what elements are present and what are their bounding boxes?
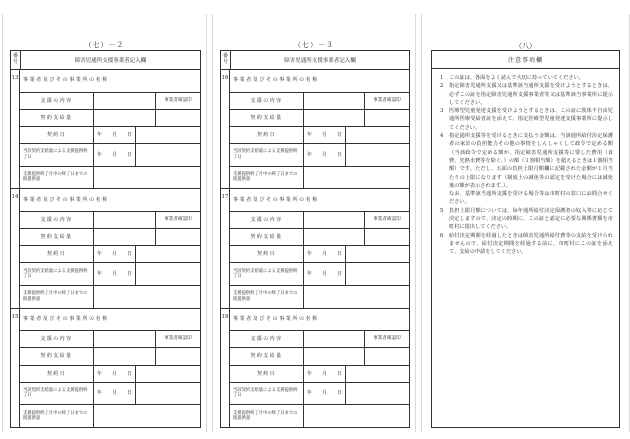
provider-name-label: 事業者及びその事業所の名称 <box>23 77 109 84</box>
provider-entry-form <box>220 50 410 428</box>
support-content-label: 支援の内容 <box>20 93 94 109</box>
contract-date-field[interactable]: 年 月 日 <box>94 246 136 262</box>
provided-amount-value[interactable] <box>304 405 409 427</box>
note-number: 2 <box>440 83 444 90</box>
entry-block <box>221 309 409 427</box>
provider-name-label: 事業者及びその事業所の名称 <box>233 316 319 322</box>
contract-quantity-label: 契約支給量 <box>20 348 94 364</box>
provided-amount-label: 支援提供終了月中の終了日までの既提供量 <box>20 167 94 189</box>
seal-box[interactable] <box>346 263 390 285</box>
entry-number: 13 <box>11 70 20 188</box>
seal-label: 事業者確認印 <box>373 336 401 342</box>
end-date-label: 当該契約支給量による支援提供終了日 <box>230 263 304 285</box>
blank-cell <box>136 127 200 143</box>
seal-label: 事業者確認印 <box>164 336 192 342</box>
contract-date-field[interactable]: 年 月 日 <box>304 127 346 143</box>
entry-number: 18 <box>221 309 230 427</box>
entry-block <box>11 309 200 427</box>
support-content-value[interactable] <box>94 331 156 347</box>
contract-date-field[interactable]: 年 月 日 <box>94 127 136 143</box>
provided-amount-value[interactable] <box>94 167 200 189</box>
contract-quantity-label: 契約支給量 <box>230 348 304 364</box>
note-text: 給付決定期間を経過したときは障害児通所給付費等の支給を受けられませんので、給付決定期間を経過する前に、市町村にこの証を添えて、支給の申請をしてください。 <box>449 232 613 256</box>
blank-cell <box>346 246 409 262</box>
note-number: 3 <box>440 108 444 115</box>
contract-date-field[interactable]: 年 月 日 <box>304 366 346 382</box>
seal-label: 事業者確認印 <box>164 217 192 223</box>
support-content-value[interactable] <box>94 93 156 109</box>
note-item <box>440 232 613 257</box>
entry-block <box>11 70 200 189</box>
seal-label: 事業者確認印 <box>373 97 401 103</box>
note-text: 負担上限月額については、毎年通所給付決定保護者の収入等に応じて決定しますので、決定の時期に、この証と認定に必要な関係書類を市町村に提出してください。 <box>449 207 613 231</box>
note-item <box>440 74 613 82</box>
contract-date-label: 契約日 <box>230 127 304 143</box>
form-header <box>11 51 200 70</box>
contract-date-label: 契約日 <box>20 366 94 382</box>
provided-amount-label: 支援提供終了月中の終了日までの既提供量 <box>230 167 304 189</box>
contract-quantity-label: 契約支給量 <box>20 229 94 245</box>
number-header: 番号 <box>11 51 21 69</box>
support-content-label: 支援の内容 <box>230 93 304 109</box>
provided-amount-label: 支援提供終了月中の終了日までの既提供量 <box>230 405 304 427</box>
contract-date-label: 契約日 <box>230 366 304 382</box>
provider-name-label: 事業者及びその事業所の名称 <box>233 77 319 84</box>
contract-date-label: 契約日 <box>230 246 304 262</box>
note-number <box>440 190 449 207</box>
page-title: （七）－２ <box>84 41 125 49</box>
entry-number: 16 <box>221 70 230 188</box>
form-header <box>221 51 409 70</box>
provided-amount-label: 支援提供終了月中の終了日までの既提供量 <box>20 286 94 308</box>
end-date-field[interactable]: 年 月 日 <box>94 383 136 405</box>
notes-page-8 <box>421 14 630 432</box>
seal-label: 事業者確認印 <box>373 217 401 223</box>
seal-box[interactable] <box>156 348 200 364</box>
entry-block <box>221 70 409 189</box>
support-content-value[interactable] <box>94 212 156 228</box>
note-text: なお、基準該当通所支援を受ける場合等は市町村の窓口にお問合せください。 <box>449 191 613 206</box>
end-date-field[interactable]: 年 月 日 <box>94 144 136 166</box>
seal-box[interactable] <box>365 229 409 245</box>
end-date-field[interactable]: 年 月 日 <box>94 263 136 285</box>
end-date-label: 当該契約支給量による支援提供終了日 <box>230 144 304 166</box>
blank-cell <box>346 127 409 143</box>
page-title: （七）－３ <box>294 41 334 49</box>
provider-name-label: 事業者及びその事業所の名称 <box>233 196 319 203</box>
note-text: この証は、各面をよく読んで大切に持っていてください。 <box>449 75 584 81</box>
seal-box[interactable] <box>365 110 409 126</box>
support-content-value[interactable] <box>304 212 365 228</box>
form-page-7-3 <box>212 14 416 432</box>
end-date-label: 当該契約支給量による支援提供終了日 <box>230 383 304 405</box>
note-item <box>440 107 613 132</box>
contract-quantity-label: 契約支給量 <box>20 110 94 126</box>
notes-list <box>432 69 619 257</box>
provided-amount-value[interactable] <box>304 167 409 189</box>
seal-box[interactable] <box>346 383 390 405</box>
blank-cell <box>136 366 200 382</box>
support-content-label: 支援の内容 <box>20 212 94 228</box>
contract-quantity-value[interactable] <box>94 348 156 364</box>
contract-date-label: 契約日 <box>20 127 94 143</box>
end-date-field[interactable]: 年 月 日 <box>304 383 346 405</box>
end-date-field[interactable]: 年 月 日 <box>304 144 346 166</box>
entry-number: 15 <box>11 309 20 427</box>
entry-block <box>221 189 409 308</box>
note-number: 5 <box>440 207 444 214</box>
seal-box[interactable] <box>136 144 180 166</box>
form-header-title: 障害児通所支援事業者記入欄 <box>284 58 356 64</box>
note-item <box>440 82 613 107</box>
provider-entry-form <box>10 50 201 428</box>
note-text: 医療型児童発達支援を受けようとするときは、この証に肢体不自由児通所医療受給者証を添えて、指定医療型児童発達支援事業所に提示してください。 <box>449 108 613 131</box>
notes-section <box>431 50 620 428</box>
seal-label: 事業者確認印 <box>164 97 192 103</box>
provider-name-label: 事業者及びその事業所の名称 <box>23 316 109 322</box>
contract-quantity-value[interactable] <box>304 348 365 364</box>
end-date-field[interactable]: 年 月 日 <box>304 263 346 285</box>
contract-quantity-label: 契約支給量 <box>230 229 304 245</box>
support-content-label: 支援の内容 <box>20 331 94 347</box>
provided-amount-label: 支援提供終了月中の終了日までの既提供量 <box>230 286 304 308</box>
form-page-7-2 <box>2 14 207 432</box>
note-number: 4 <box>440 133 444 140</box>
contract-quantity-value[interactable] <box>94 110 156 126</box>
number-header: 番号 <box>221 51 231 69</box>
seal-box[interactable] <box>136 263 180 285</box>
provider-name-label: 事業者及びその事業所の名称 <box>23 196 109 203</box>
contract-quantity-value[interactable] <box>304 229 365 245</box>
contract-date-field[interactable]: 年 月 日 <box>304 246 346 262</box>
note-item <box>440 207 613 232</box>
end-date-label: 当該契約支給量による支援提供終了日 <box>20 383 94 405</box>
provided-amount-value[interactable] <box>94 286 200 308</box>
provided-amount-value[interactable] <box>304 286 409 308</box>
support-content-label: 支援の内容 <box>230 331 304 347</box>
note-item <box>440 190 613 207</box>
support-content-value[interactable] <box>304 331 365 347</box>
form-header-title: 障害児通所支援事業者記入欄 <box>74 58 147 64</box>
seal-box[interactable] <box>346 144 390 166</box>
seal-box[interactable] <box>156 229 200 245</box>
note-item <box>440 132 613 190</box>
note-number: 6 <box>440 232 444 239</box>
entry-block <box>11 189 200 308</box>
note-text: 指定通所支援等を受けるときに支払う金額は、当該通所給付決定保護者の家計の負担能力その他の事情をしんしゃくして政令で定める額（当該政令で定める額が、指定障害児通所支援等に要した費用（食費、光熱水費等を除く。）の額（１割相当額）を超えるときは１割相当額）です。ただし、五面の負担上限月額欄に記載された金額が１月当たりの上限になります（制度上の減免等の認定を受けた場合には減免後の額が表示されます。）。 <box>449 133 613 189</box>
note-number: 1 <box>440 75 444 81</box>
seal-box[interactable] <box>156 110 200 126</box>
contract-quantity-label: 契約支給量 <box>230 110 304 126</box>
seal-box[interactable] <box>136 383 180 405</box>
page-title: （八） <box>515 42 536 50</box>
contract-quantity-value[interactable] <box>94 229 156 245</box>
support-content-value[interactable] <box>304 93 365 109</box>
blank-cell <box>346 366 409 382</box>
notes-header: 注意事項欄 <box>432 51 619 69</box>
note-text: 指定障害児通所支援又は基準該当通所支援を受けようとするときは、必ずこの証を指定障害児通所支援事業者等又は基準該当事業所に提示してください。 <box>449 83 613 106</box>
entry-number: 17 <box>221 189 230 307</box>
entry-number: 14 <box>11 189 20 307</box>
seal-box[interactable] <box>365 348 409 364</box>
contract-date-field[interactable]: 年 月 日 <box>94 366 136 382</box>
contract-date-label: 契約日 <box>20 246 94 262</box>
end-date-label: 当該契約支給量による支援提供終了日 <box>20 263 94 285</box>
contract-quantity-value[interactable] <box>304 110 365 126</box>
provided-amount-value[interactable] <box>94 405 200 427</box>
end-date-label: 当該契約支給量による支援提供終了日 <box>20 144 94 166</box>
provided-amount-label: 支援提供終了月中の終了日までの既提供量 <box>20 405 94 427</box>
support-content-label: 支援の内容 <box>230 212 304 228</box>
blank-cell <box>136 246 200 262</box>
